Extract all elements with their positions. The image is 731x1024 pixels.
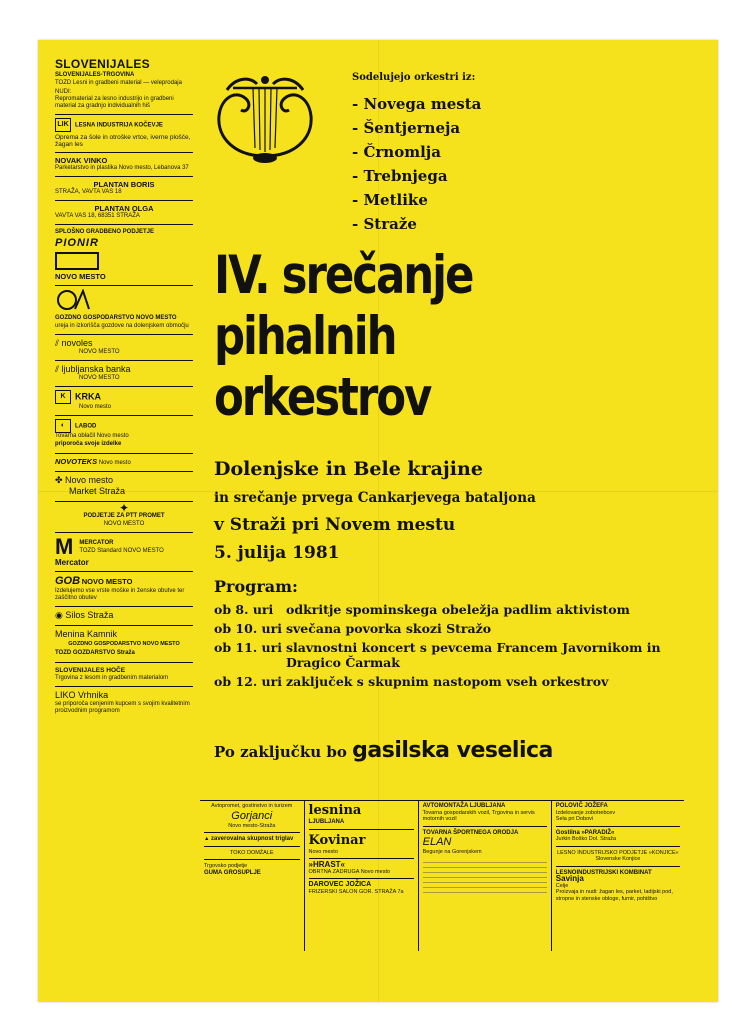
orchestra-item: - Trebnjega <box>352 167 448 185</box>
sponsor-lesnina <box>309 803 414 830</box>
novoles-logo-icon: ⫽ <box>55 338 62 348</box>
sponsor-desc: ureja in izkorišča gozdove na dolenjskem območju <box>55 323 189 329</box>
sponsor-column <box>552 801 684 951</box>
sponsor-desc: Tovarna gospodarskih vozil, Trgovina in servis motornih vozil <box>422 809 535 822</box>
sponsor-name: GUMA GROSUPLJE <box>204 869 261 876</box>
sponsor-name: PLANTAN BORIS <box>93 180 155 189</box>
sponsor-kovinar <box>309 833 414 860</box>
sponsor-name: »HRAST« <box>308 860 345 869</box>
sponsor-desc: Izdelovanje zobotrebcev <box>555 809 616 816</box>
program-item <box>214 674 674 689</box>
ptt-logo-icon: ✦ <box>118 501 130 515</box>
sponsor-place: NOVO MESTO <box>79 349 120 355</box>
sponsor-name: NOVAK VINKO <box>55 156 108 165</box>
sponsor-place: Novo mesto <box>308 848 338 855</box>
sponsor-desc: STRAŽA, VAVTA VAS 18 <box>55 189 122 195</box>
sponsor-gorjanci <box>204 803 300 833</box>
labod-logo-icon: ◐ <box>55 419 71 433</box>
sponsor-note: priporoča svoje izdelke <box>55 441 122 447</box>
sponsor-name: PLANTAN OLGA <box>94 204 154 213</box>
sponsor-kocevje <box>55 115 193 153</box>
sponsor-plantan-olga <box>55 201 193 225</box>
orchestra-item: - Straže <box>352 215 417 233</box>
sponsor-desc: FRIZERSKI SALON GOR. STRAŽA 7a <box>308 888 404 895</box>
sponsor-name: TOKO DOMŽALE <box>229 849 274 856</box>
sponsor-market <box>55 472 193 502</box>
sponsor-place: Novo mesto <box>79 404 112 410</box>
sponsor-name: NOVOTEKS <box>55 457 98 466</box>
sponsor-desc: Oprema za šole in otroške vrtce, iverne plošče, žagan les <box>55 134 191 148</box>
closing-emphasis: gasilska veselica <box>352 738 553 763</box>
sponsor-triglav <box>204 836 300 847</box>
sponsor-silos <box>55 607 193 626</box>
sponsor-name: NOVO MESTO <box>81 577 133 586</box>
program-time: ob 10. uri <box>214 621 282 636</box>
sponsor-name: ELAN <box>422 836 452 848</box>
sponsor-name: Kovinar <box>308 832 366 848</box>
sponsor-name: Silos Straža <box>65 610 114 620</box>
sponsor-name: SLOVENIJALES <box>55 57 150 71</box>
sponsor-place: LJUBLJANA <box>308 819 345 825</box>
sponsor-column <box>419 801 552 951</box>
mercator-wordmark: Mercator <box>55 558 89 567</box>
sponsor-desc: TOZD GOZDARSTVO Straža <box>55 650 135 656</box>
sponsor-hoce <box>55 663 193 687</box>
closing-prefix: Po zaključku bo <box>214 743 347 761</box>
orchestras-heading: Sodelujejo orkestri iz: <box>352 72 476 83</box>
sponsor-line: SLOVENIJALES-TRGOVINA <box>55 72 135 78</box>
sponsor-labod <box>55 416 193 454</box>
sponsor-desc: Avtopromet, gostinstvo in turizem <box>211 803 293 809</box>
sponsor-plantan-boris <box>55 177 193 201</box>
sponsor-desc: LESNOINDUSTRIJSKI KOMBINAT <box>555 869 652 876</box>
sponsor-desc: OBRTNA ZADRUGA Novo mesto <box>308 868 391 875</box>
sponsor-name: SLOVENIJALES HOČE <box>55 667 126 674</box>
program-item <box>214 602 674 617</box>
silos-logo-icon: ◉ <box>55 610 66 620</box>
closing-line <box>214 738 553 763</box>
lik-logo-icon: LIK <box>55 118 71 132</box>
sponsor-name: lesnina <box>308 803 362 818</box>
program-time: ob 8. uri <box>214 602 274 617</box>
gob-logo: GOB <box>55 575 81 587</box>
sponsor-column <box>200 801 305 951</box>
bank-logo-icon: ⫽ <box>55 364 62 374</box>
sponsor-konjice <box>556 850 680 867</box>
sponsor-name: MERCATOR <box>79 540 114 546</box>
sponsor-desc: Jurkin Boško Dol. Straža <box>555 836 617 842</box>
sponsor-menina <box>55 626 193 663</box>
sponsor-name: Novo mesto <box>65 475 114 485</box>
sponsor-novoles <box>55 335 193 361</box>
sponsor-desc: Parketarstvo in plastika Novo mesto, Lebanova 37 <box>55 165 189 171</box>
triglav-logo-icon: ▲ <box>204 836 211 842</box>
event-title <box>214 245 472 428</box>
sponsor-name: LESNO INDUSTRIJSKO PODJETJE »KONJICE« <box>557 849 679 856</box>
sponsor-place: NOVO MESTO <box>103 521 145 527</box>
lyre-icon <box>205 68 325 168</box>
sponsor-gob <box>55 572 193 607</box>
sponsor-novoteks <box>55 454 193 472</box>
sponsor-elan <box>423 830 547 894</box>
sponsor-pionir <box>55 225 193 286</box>
elan-fine-print <box>423 858 547 894</box>
sponsor-place: NOVO MESTO <box>55 272 106 281</box>
program-time: ob 11. uri <box>214 640 282 655</box>
bottom-sponsors <box>200 800 684 951</box>
sponsor-savinja <box>556 870 680 903</box>
program-time: ob 12. uri <box>214 674 282 689</box>
sponsor-name: DAROVEC JOŽICA <box>308 881 372 888</box>
sponsor-mercator <box>55 533 193 572</box>
sponsor-desc: TOVARNA ŠPORTNEGA ORODJA <box>422 829 519 836</box>
sponsor-polovic <box>556 803 680 827</box>
sponsor-name: LABOD <box>75 423 97 430</box>
sponsor-line: Market Straža <box>69 486 126 496</box>
orchestra-item: - Novega mesta <box>352 95 482 113</box>
orchestra-item: - Črnomlja <box>352 143 441 161</box>
program-text: svečana povorka skozi Stražo <box>286 621 492 636</box>
sponsor-desc: GOZDNO GOSPODARSTVO NOVO MESTO <box>68 641 180 647</box>
sponsor-name: Gostilna »PARADIŽ« <box>555 829 615 836</box>
sponsor-name: SPLOŠNO GRADBENO PODJETJE <box>55 229 155 235</box>
sponsor-slovenijales <box>55 55 193 115</box>
sponsor-name: novoles <box>61 338 93 348</box>
sponsor-line: NUDI: <box>55 89 72 95</box>
sponsor-toko <box>204 850 300 861</box>
sponsor-name: GOZDNO GOSPODARSTVO NOVO MESTO <box>55 315 177 321</box>
pionir-logo-icon <box>55 252 99 270</box>
sponsor-name: ljubljanska banka <box>61 364 131 374</box>
sponsor-ptt <box>55 502 193 533</box>
sponsor-name: LIKO Vrhnika <box>55 690 109 700</box>
sponsor-name: POLOVIČ JOŽEFA <box>555 803 608 809</box>
mercator-logo-icon: M <box>55 534 74 559</box>
program-text: slavnostni koncert s pevcema Francem Javornikom in Dragico Čarmak <box>286 640 661 670</box>
sponsor-avtomontaza <box>423 803 547 827</box>
sponsor-name: Gorjanci <box>231 809 273 822</box>
sponsor-name: Savinja <box>555 874 584 883</box>
sponsor-krka <box>55 387 193 416</box>
sponsor-name: PODJETJE ZA PTT PROMET <box>83 513 165 519</box>
sponsor-ljbanka <box>55 361 193 387</box>
sponsor-liko <box>55 687 193 719</box>
sponsor-column <box>305 801 419 951</box>
subtitle-region: Dolenjske in Bele krajine <box>214 458 483 480</box>
sponsor-desc: Trgovina z lesom in gradbenim materialom <box>55 675 169 681</box>
sponsor-desc: TOZD Standard NOVO MESTO <box>79 548 164 554</box>
sponsor-place: Sela pri Dobovi <box>555 816 594 822</box>
sponsor-sidebar <box>55 55 193 719</box>
sponsor-name: AVTOMONTAŽA LJUBLJANA <box>422 803 506 809</box>
program-item <box>214 640 674 670</box>
sponsor-place: NOVO MESTO <box>79 375 120 381</box>
sponsor-line: Repromaterial za lesno industrijo in gradbeni material za gradnjo individualnih hiš <box>55 96 174 109</box>
gozdno-logo-icon <box>55 289 91 311</box>
pionir-logo: PIONIR <box>55 237 99 249</box>
sponsor-place: Slovenske Konjice <box>595 856 641 862</box>
subtitle-location: v Straži pri Novem mestu <box>214 515 456 535</box>
sponsor-name: LESNA INDUSTRIJA KOČEVJE <box>75 122 163 129</box>
sponsor-paradiz <box>556 830 680 847</box>
sponsor-desc: Trgovsko podjetje <box>204 863 248 869</box>
program-list <box>214 602 674 693</box>
orchestra-list <box>352 92 481 236</box>
orchestra-item: - Šentjerneja <box>352 119 461 137</box>
program-text: odkritje spominskega obeležja padlim aktivistom <box>286 602 630 617</box>
program-item <box>214 621 674 636</box>
orchestra-item: - Metlike <box>352 191 428 209</box>
program-text: zaključek s skupnim nastopom vseh orkestrov <box>286 674 609 689</box>
clover-logo-icon: ✤ <box>55 475 66 485</box>
sponsor-guma <box>204 863 300 876</box>
program-heading: Program: <box>214 577 298 596</box>
subtitle-bataljon: in srečanje prvega Cankarjevega bataljona <box>214 490 536 506</box>
event-date: 5. julija 1981 <box>214 543 340 563</box>
sponsor-desc: se priporoča cenjenim kupcem s svojim kvalitetnim proizvodnim programom <box>55 701 190 714</box>
title-line: pihalnih <box>214 306 396 367</box>
sponsor-place: Begunje na Gorenjskem <box>422 849 482 855</box>
sponsor-name: KRKA <box>75 391 101 402</box>
sponsor-hrast <box>309 862 414 879</box>
sponsor-name: zaverovalna skupnost triglav <box>210 836 294 842</box>
sponsor-darovec <box>309 882 414 895</box>
sponsor-line: TOZD Lesni in gradbeni material — veleprodaja <box>55 80 182 86</box>
sponsor-desc: Proizvaja in nudi: žagan les, parket, ladijski pod, stropne in stenske obloge, furnir, pohištvo <box>555 889 673 902</box>
sponsor-place: Novo mesto <box>98 460 131 466</box>
sponsor-desc: VAVTA VAS 18, 68351 STRAŽA <box>55 213 140 219</box>
sponsor-place: Celje <box>555 882 569 889</box>
sponsor-place: Novo mesto-Straža <box>228 822 276 829</box>
sponsor-gozdno <box>55 286 193 335</box>
sponsor-desc: Izdelujemo vse vrste moške in ženske obutve ter zaščitno obutev <box>55 588 185 601</box>
title-line: orkestrov <box>214 367 431 428</box>
sponsor-desc: Tovarna oblačil Novo mesto <box>55 433 129 439</box>
sponsor-novak <box>55 153 193 177</box>
sponsor-name: Menina Kamnik <box>55 629 118 639</box>
title-line: IV. srečanje <box>214 245 473 306</box>
krka-logo-icon: K <box>55 390 71 404</box>
